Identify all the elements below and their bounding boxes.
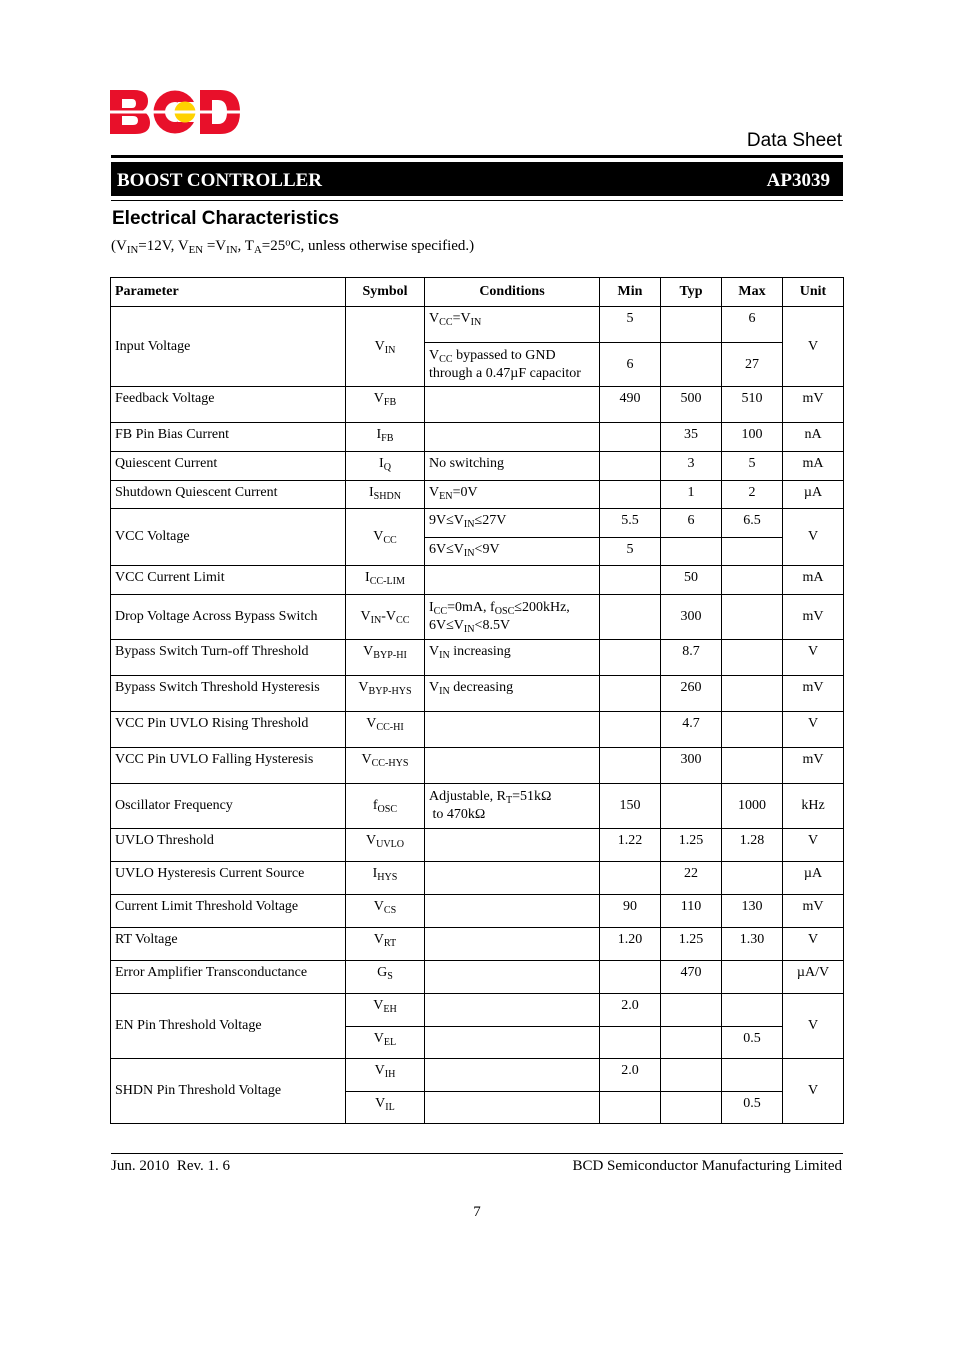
header-rule <box>111 155 843 158</box>
min-cell <box>600 640 661 676</box>
symbol-cell: $V_{FB}$ <box>346 387 425 423</box>
min-cell: 2.0 <box>600 1059 661 1092</box>
condition-cell <box>425 566 600 595</box>
unit-cell: V <box>783 994 844 1059</box>
condition-cell <box>425 423 600 452</box>
table-header-row <box>111 278 844 307</box>
min-cell <box>600 566 661 595</box>
param-cell: EN Pin Threshold Voltage <box>111 994 346 1059</box>
condition-cell <box>425 1027 600 1059</box>
unit-cell: kHz <box>783 784 844 829</box>
max-cell <box>722 712 783 748</box>
min-cell: 90 <box>600 895 661 928</box>
typ-cell: 110 <box>661 895 722 928</box>
table-row <box>111 509 844 538</box>
condition-cell: $6V\le V_{IN}<9V$ <box>425 538 600 566</box>
typ-cell: 35 <box>661 423 722 452</box>
header-typ: Typ <box>661 278 722 307</box>
footer-date-revision: Jun. 2010 Rev. 1. 6 <box>111 1158 231 1174</box>
min-cell <box>600 595 661 640</box>
min-cell <box>600 862 661 895</box>
symbol-cell: $V_{BYP-HI}$ <box>346 640 425 676</box>
table-row <box>111 994 844 1027</box>
footer-rule <box>111 1153 843 1154</box>
table-row <box>111 961 844 994</box>
table-row <box>111 1059 844 1092</box>
symbol-cell: $I_{FB}$ <box>346 423 425 452</box>
condition-cell <box>425 961 600 994</box>
symbol-cell: $V_{CC-HI}$ <box>346 712 425 748</box>
min-cell <box>600 481 661 509</box>
condition-cell: $I_{CC}=0mA$, $f_{OSC}\le 200kHz$, $6V\le V_{IN}<8.5V$ <box>425 595 600 640</box>
header-max: Max <box>722 278 783 307</box>
max-cell <box>722 640 783 676</box>
section-title: Electrical Characteristics <box>112 208 340 229</box>
symbol-cell: $I_{CC-LIM}$ <box>346 566 425 595</box>
min-cell: 490 <box>600 387 661 423</box>
param-cell: FB Pin Bias Current <box>111 423 346 452</box>
table-row <box>111 481 844 509</box>
unit-cell: mV <box>783 895 844 928</box>
param-cell: Current Limit Threshold Voltage <box>111 895 346 928</box>
param-cell: Feedback Voltage <box>111 387 346 423</box>
condition-cell <box>425 1092 600 1124</box>
min-cell: 5.5 <box>600 509 661 538</box>
table-row <box>111 387 844 423</box>
typ-cell: 1.25 <box>661 928 722 961</box>
min-cell: 1.20 <box>600 928 661 961</box>
max-cell: 1.28 <box>722 829 783 862</box>
condition-cell: $V_{IN}$ increasing <box>425 640 600 676</box>
max-cell: 0.5 <box>722 1092 783 1124</box>
max-cell: 1.30 <box>722 928 783 961</box>
typ-cell: 260 <box>661 676 722 712</box>
condition-cell <box>425 994 600 1027</box>
max-cell <box>722 566 783 595</box>
condition-cell: Adjustable, $R_T=51k\Omega$ to 470kΩ <box>425 784 600 829</box>
min-cell <box>600 712 661 748</box>
min-cell <box>600 961 661 994</box>
condition-cell <box>425 712 600 748</box>
unit-cell: mA <box>783 452 844 481</box>
symbol-cell: $V_{EH}$ <box>346 994 425 1027</box>
symbol-cell: $V_{UVLO}$ <box>346 829 425 862</box>
unit-cell: µA <box>783 481 844 509</box>
param-cell: Shutdown Quiescent Current <box>111 481 346 509</box>
unit-cell: V <box>783 829 844 862</box>
typ-cell <box>661 1059 722 1092</box>
title-bar <box>111 162 843 196</box>
typ-cell: 1 <box>661 481 722 509</box>
condition-cell: $V_{IN}$ decreasing <box>425 676 600 712</box>
min-cell <box>600 452 661 481</box>
min-cell <box>600 748 661 784</box>
symbol-cell: $V_{IN}-V_{CC}$ <box>346 595 425 640</box>
footer-company: BCD Semiconductor Manufacturing Limited <box>572 1158 842 1174</box>
param-cell: VCC Voltage <box>111 509 346 566</box>
table-row <box>111 784 844 829</box>
condition-cell <box>425 748 600 784</box>
header-conditions: Conditions <box>425 278 600 307</box>
param-cell: VCC Pin UVLO Rising Threshold <box>111 712 346 748</box>
symbol-cell: $V_{IN}$ <box>346 307 425 387</box>
table-row <box>111 712 844 748</box>
table-row <box>111 829 844 862</box>
max-cell: 510 <box>722 387 783 423</box>
page-number: 7 <box>473 1204 481 1220</box>
symbol-cell: $V_{IL}$ <box>346 1092 425 1124</box>
symbol-cell: $I_{HYS}$ <box>346 862 425 895</box>
typ-cell: 22 <box>661 862 722 895</box>
header-symbol: Symbol <box>346 278 425 307</box>
param-cell: UVLO Hysteresis Current Source <box>111 862 346 895</box>
typ-cell: 6 <box>661 509 722 538</box>
typ-cell <box>661 307 722 343</box>
param-cell: Quiescent Current <box>111 452 346 481</box>
condition-cell <box>425 829 600 862</box>
min-cell: 6 <box>600 343 661 387</box>
unit-cell: µA/V <box>783 961 844 994</box>
param-cell: Input Voltage <box>111 307 346 387</box>
table-row <box>111 895 844 928</box>
unit-cell: mA <box>783 566 844 595</box>
max-cell <box>722 595 783 640</box>
max-cell <box>722 961 783 994</box>
unit-cell: mV <box>783 676 844 712</box>
unit-cell: V <box>783 712 844 748</box>
max-cell: 130 <box>722 895 783 928</box>
header-parameter: Parameter <box>111 278 346 307</box>
param-cell: VCC Current Limit <box>111 566 346 595</box>
typ-cell: 3 <box>661 452 722 481</box>
min-cell <box>600 676 661 712</box>
symbol-cell: $I_{SHDN}$ <box>346 481 425 509</box>
max-cell <box>722 1059 783 1092</box>
product-line: BOOST CONTROLLER <box>117 170 323 191</box>
param-cell: UVLO Threshold <box>111 829 346 862</box>
header-unit: Unit <box>783 278 844 307</box>
table-row <box>111 928 844 961</box>
table-row <box>111 862 844 895</box>
unit-cell: V <box>783 509 844 566</box>
condition-cell <box>425 1059 600 1092</box>
unit-cell: V <box>783 640 844 676</box>
typ-cell: 300 <box>661 748 722 784</box>
unit-cell: mV <box>783 387 844 423</box>
param-cell: Bypass Switch Turn-off Threshold <box>111 640 346 676</box>
unit-cell: V <box>783 1059 844 1124</box>
max-cell <box>722 676 783 712</box>
table-row <box>111 676 844 712</box>
typ-cell <box>661 1027 722 1059</box>
max-cell: 1000 <box>722 784 783 829</box>
typ-cell: 4.7 <box>661 712 722 748</box>
table-row <box>111 452 844 481</box>
condition-cell <box>425 928 600 961</box>
title-bar-underline <box>111 200 843 201</box>
typ-cell: 500 <box>661 387 722 423</box>
test-conditions: ($V_{IN}=12V$, $V_{EN} =V_{IN}$, $T_A=25^oC$, unless otherwise specified.) <box>111 237 475 257</box>
condition-cell: $9V\le V_{IN}\le 27V$ <box>425 509 600 538</box>
electrical-characteristics-table <box>110 277 844 1124</box>
table-row <box>111 748 844 784</box>
unit-cell: mV <box>783 595 844 640</box>
min-cell <box>600 1092 661 1124</box>
typ-cell: 50 <box>661 566 722 595</box>
condition-cell <box>425 862 600 895</box>
min-cell: 1.22 <box>600 829 661 862</box>
max-cell: 6 <box>722 307 783 343</box>
min-cell: 150 <box>600 784 661 829</box>
typ-cell: 470 <box>661 961 722 994</box>
typ-cell <box>661 343 722 387</box>
condition-cell: $V_{CC}$ bypassed to GND through a 0.47µF capacitor <box>425 343 600 387</box>
symbol-cell: $V_{CC-HYS}$ <box>346 748 425 784</box>
symbol-cell: $V_{RT}$ <box>346 928 425 961</box>
min-cell <box>600 1027 661 1059</box>
doc-type-label: Data Sheet <box>746 130 842 151</box>
unit-cell: V <box>783 307 844 387</box>
param-cell: RT Voltage <box>111 928 346 961</box>
min-cell: 2.0 <box>600 994 661 1027</box>
param-cell: Bypass Switch Threshold Hysteresis <box>111 676 346 712</box>
unit-cell: mV <box>783 748 844 784</box>
unit-cell: µA <box>783 862 844 895</box>
max-cell: 5 <box>722 452 783 481</box>
condition-cell: $V_{EN}=0V$ <box>425 481 600 509</box>
max-cell <box>722 994 783 1027</box>
max-cell: 6.5 <box>722 509 783 538</box>
max-cell <box>722 538 783 566</box>
symbol-cell: $V_{EL}$ <box>346 1027 425 1059</box>
min-cell: 5 <box>600 307 661 343</box>
table-row <box>111 307 844 343</box>
param-cell: Oscillator Frequency <box>111 784 346 829</box>
max-cell: 2 <box>722 481 783 509</box>
symbol-cell: $I_Q$ <box>346 452 425 481</box>
min-cell <box>600 423 661 452</box>
typ-cell: 1.25 <box>661 829 722 862</box>
bcd-logo <box>108 88 242 136</box>
table-row <box>111 423 844 452</box>
symbol-cell: $V_{CC}$ <box>346 509 425 566</box>
symbol-cell: $f_{OSC}$ <box>346 784 425 829</box>
param-cell: VCC Pin UVLO Falling Hysteresis <box>111 748 346 784</box>
param-cell: Drop Voltage Across Bypass Switch <box>111 595 346 640</box>
max-cell <box>722 862 783 895</box>
param-cell: Error Amplifier Transconductance <box>111 961 346 994</box>
max-cell: 100 <box>722 423 783 452</box>
table-row <box>111 566 844 595</box>
symbol-cell: $V_{CS}$ <box>346 895 425 928</box>
max-cell: 0.5 <box>722 1027 783 1059</box>
unit-cell: V <box>783 928 844 961</box>
typ-cell: 300 <box>661 595 722 640</box>
symbol-cell: $V_{IH}$ <box>346 1059 425 1092</box>
part-number: AP3039 <box>766 170 830 191</box>
min-cell: 5 <box>600 538 661 566</box>
typ-cell <box>661 1092 722 1124</box>
condition-cell: No switching <box>425 452 600 481</box>
header-min: Min <box>600 278 661 307</box>
symbol-cell: $G_S$ <box>346 961 425 994</box>
typ-cell: 8.7 <box>661 640 722 676</box>
typ-cell <box>661 784 722 829</box>
max-cell: 27 <box>722 343 783 387</box>
condition-cell <box>425 387 600 423</box>
param-cell: SHDN Pin Threshold Voltage <box>111 1059 346 1124</box>
unit-cell: nA <box>783 423 844 452</box>
condition-cell: $V_{CC}=V_{IN}$ <box>425 307 600 343</box>
symbol-cell: $V_{BYP-HYS}$ <box>346 676 425 712</box>
table-row <box>111 595 844 640</box>
table-row <box>111 640 844 676</box>
typ-cell <box>661 994 722 1027</box>
max-cell <box>722 748 783 784</box>
typ-cell <box>661 538 722 566</box>
condition-cell <box>425 895 600 928</box>
